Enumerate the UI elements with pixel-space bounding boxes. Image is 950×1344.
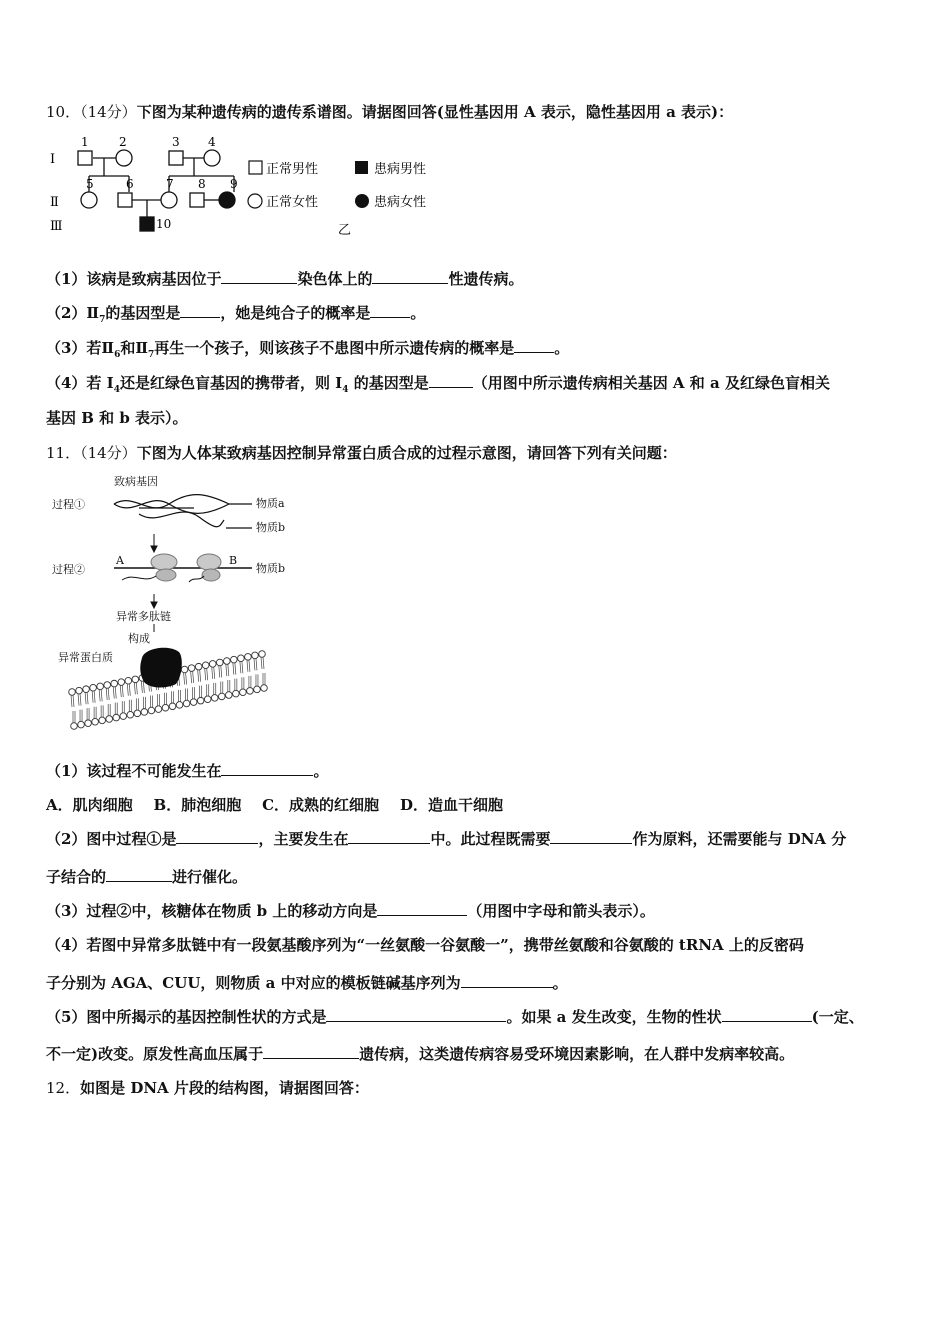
phospholipid <box>226 692 233 699</box>
answer-blank[interactable] <box>106 867 172 882</box>
phospholipid <box>125 677 132 684</box>
label-substance-b-top: 物质b <box>256 521 286 534</box>
label-process1: 过程① <box>52 498 85 511</box>
label-gene: 致病基因 <box>114 475 158 488</box>
phospholipid <box>94 707 96 719</box>
q11-part2: （2）图中过程①是 ，主要发生在 中。此过程既需要 作为原料，还需要能与 DNA 分 <box>46 830 847 848</box>
phospholipid <box>191 671 194 683</box>
phospholipid <box>228 680 230 692</box>
phospholipid <box>231 656 238 663</box>
individual-8-male-normal <box>190 193 204 207</box>
phospholipid <box>263 673 265 685</box>
legend-affected-male: 患病男性 <box>374 162 427 177</box>
answer-blank[interactable] <box>372 269 448 284</box>
phospholipid <box>143 697 145 709</box>
individual-2-female-normal <box>116 150 132 166</box>
phospholipid <box>209 661 216 668</box>
phospholipid <box>233 663 236 675</box>
phospholipid <box>155 706 162 713</box>
individual-number: 6 <box>126 177 134 191</box>
phospholipid <box>85 720 92 727</box>
label-process2: 过程② <box>52 563 85 576</box>
phospholipid <box>254 686 261 693</box>
individual-3-male-normal <box>169 151 183 165</box>
phospholipid <box>218 693 225 700</box>
phospholipid <box>122 701 124 713</box>
answer-blank[interactable] <box>722 1007 812 1022</box>
option-d[interactable]: D．造血干细胞 <box>399 796 503 814</box>
phospholipid <box>157 694 159 706</box>
answer-blank[interactable] <box>370 303 410 318</box>
answer-blank[interactable] <box>221 269 297 284</box>
individual-number: 1 <box>81 135 89 149</box>
individual-number: 10 <box>156 217 172 231</box>
phospholipid <box>108 704 110 716</box>
phospholipid <box>69 689 76 696</box>
answer-blank[interactable] <box>263 1044 359 1059</box>
phospholipid <box>85 692 88 704</box>
individual-7-female-normal <box>161 192 177 208</box>
phospholipid <box>71 695 74 707</box>
phospholipid <box>78 721 85 728</box>
phospholipid <box>200 686 202 698</box>
phospholipid <box>183 700 190 707</box>
pedigree-legend <box>248 161 426 238</box>
label-protein: 异常蛋白质 <box>58 651 113 664</box>
phospholipid <box>106 716 113 723</box>
phospholipid <box>134 682 137 694</box>
phospholipid <box>113 714 120 721</box>
phospholipid <box>127 684 130 696</box>
phospholipid <box>90 684 97 691</box>
phospholipid <box>198 670 201 682</box>
phospholipid <box>219 665 222 677</box>
q12-header <box>46 1077 369 1099</box>
phospholipid <box>78 694 81 706</box>
generation-label: Ⅲ <box>50 219 63 234</box>
phospholipid <box>202 662 209 669</box>
phospholipid <box>92 718 99 725</box>
phospholipid <box>186 688 188 700</box>
phospholipid <box>259 651 266 658</box>
phospholipid <box>245 654 252 661</box>
individual-5-female-normal <box>81 192 97 208</box>
phospholipid <box>129 700 131 712</box>
pedigree-chart <box>44 130 464 242</box>
figure-caption: 乙 <box>338 223 352 238</box>
option-b[interactable]: B．肺泡细胞 <box>153 796 242 814</box>
phospholipid <box>80 710 82 722</box>
phospholipid <box>106 688 109 700</box>
answer-blank[interactable] <box>514 338 554 353</box>
individual-number: 5 <box>86 177 94 191</box>
q10-part2: $(2)Ⅱ_7$的基因型是 ，她是纯合子的概率是 。 <box>46 304 426 325</box>
phospholipid <box>141 709 148 716</box>
phospholipid <box>235 679 237 691</box>
generation-labels <box>50 152 63 234</box>
q11-options <box>46 794 503 816</box>
phospholipid <box>99 717 106 724</box>
q10-header-text: 下图为某种遗传病的遗传系谱图。请据图回答(显性基因用 A 表示，隐性基因用 a 表示)： <box>136 103 734 121</box>
phospholipid <box>252 652 259 659</box>
answer-blank[interactable] <box>429 373 473 388</box>
phospholipid <box>134 710 141 717</box>
phospholipid <box>224 658 231 665</box>
phospholipid <box>221 681 223 693</box>
individual-numbers <box>81 135 238 231</box>
individual-9-female-affected <box>219 192 235 208</box>
label-constitutes: 构成 <box>128 632 150 645</box>
q11-header-text: 下图为人体某致病基因控制异常蛋白质合成的过程示意图，请回答下列有关问题： <box>136 444 677 462</box>
phospholipid <box>115 703 117 715</box>
label-point-a: A <box>116 554 124 567</box>
phospholipid <box>207 684 209 696</box>
phospholipid <box>148 707 155 714</box>
phospholipid <box>169 703 176 710</box>
phospholipid <box>136 698 138 710</box>
option-c[interactable]: C．成熟的红细胞 <box>262 796 380 814</box>
label-point-b: B <box>229 554 238 567</box>
phospholipid <box>92 691 95 703</box>
phospholipid <box>247 660 250 672</box>
answer-blank[interactable] <box>348 829 430 844</box>
q10-number: 10．（14分） <box>46 103 137 121</box>
phospholipid <box>73 711 75 723</box>
q12-number: 12． <box>46 1079 81 1097</box>
phospholipid <box>242 677 244 689</box>
phospholipid <box>211 695 218 702</box>
gene-expression-diagram <box>44 472 304 737</box>
phospholipid <box>71 723 78 730</box>
dna-helix <box>114 495 252 528</box>
label-polypeptide: 异常多肽链 <box>116 610 171 623</box>
phospholipid <box>162 704 169 711</box>
q11-part3: （3）过程②中，核糖体在物质 b 上的移动方向是 （用图中字母和箭头表示）。 <box>46 902 655 920</box>
answer-blank[interactable] <box>461 973 553 988</box>
generation-label: Ⅱ <box>50 195 59 210</box>
phospholipid <box>99 689 102 701</box>
phospholipid <box>190 699 197 706</box>
legend-normal-male: 正常男性 <box>266 162 319 177</box>
generation-label: Ⅰ <box>50 152 56 167</box>
ribosome-2 <box>197 554 221 581</box>
phospholipid <box>238 655 245 662</box>
phospholipid <box>132 676 139 683</box>
individual-number: 8 <box>198 177 206 191</box>
phospholipid <box>120 713 127 720</box>
q12-text: 如图是 DNA 片段的结构图，请据图回答： <box>80 1079 369 1097</box>
legend-affected-female-icon <box>355 194 369 208</box>
phospholipid <box>150 696 152 708</box>
q11-part1: （1）该过程不可能发生在 。 <box>46 762 329 780</box>
phospholipid <box>179 690 181 702</box>
q10-part4: （4）若 $I_4$还是红绿色盲基因的携带者，则 $I_4$ 的基因型是 （用图中所示遗传病相关基因 A 和 a 及红绿色盲相关 <box>46 374 830 395</box>
answer-blank[interactable] <box>326 1007 506 1022</box>
individual-4-female-normal <box>204 150 220 166</box>
q11-part5: （5）图中所揭示的基因控制性状的方式是 。如果 a 发生改变，生物的性状 (一定、 <box>46 1008 864 1026</box>
phospholipid <box>256 674 258 686</box>
legend-affected-female: 患病女性 <box>374 195 427 210</box>
q11-header <box>46 442 677 464</box>
polypeptide-chain-1 <box>122 576 156 580</box>
phospholipid <box>240 661 243 673</box>
polypeptide-chain-2 <box>189 576 204 582</box>
phospholipid <box>197 697 204 704</box>
phospholipid <box>120 685 123 697</box>
phospholipid <box>233 690 240 697</box>
phospholipid <box>118 679 125 686</box>
individual-number: 3 <box>172 135 180 149</box>
individual-1-male-normal <box>78 151 92 165</box>
q10-part3: （3）若$Ⅱ_6$和$Ⅱ_7$再生一个孩子，则该孩子不患图中所示遗传病的概率是 。 <box>46 339 570 360</box>
q10-part4-cont: 基因 B 和 b 表示）。 <box>46 409 188 427</box>
phospholipid <box>212 667 215 679</box>
phospholipid <box>172 691 174 703</box>
phospholipid <box>127 711 134 718</box>
phospholipid <box>87 708 89 720</box>
phospholipid <box>261 657 264 669</box>
phospholipid <box>226 664 229 676</box>
phospholipid <box>104 682 111 689</box>
answer-blank[interactable] <box>176 829 258 844</box>
answer-blank[interactable] <box>180 303 220 318</box>
individual-10-male-affected <box>140 217 154 231</box>
phospholipid <box>83 686 90 693</box>
individual-number: 9 <box>230 177 238 191</box>
q11-part2-cont: 子结合的 进行催化。 <box>46 868 248 886</box>
phospholipid <box>240 689 247 696</box>
individual-number: 7 <box>166 177 174 191</box>
legend-normal-female-icon <box>248 194 262 208</box>
abnormal-protein <box>140 648 182 688</box>
phospholipid <box>113 687 116 699</box>
phospholipid <box>249 676 251 688</box>
phospholipid <box>181 666 188 673</box>
individual-number: 4 <box>208 135 216 149</box>
phospholipid <box>247 688 254 695</box>
legend-affected-male-icon <box>355 161 368 174</box>
phospholipid <box>97 683 104 690</box>
q10-part1: （1）该病是致病基因位于 染色体上的 性遗传病。 <box>46 270 524 288</box>
q11-part4: （4）若图中异常多肽链中有一段氨基酸序列为“一丝氨酸一谷氨酸一”，携带丝氨酸和谷氨酸的 tRNA 上的反密码 <box>46 936 804 954</box>
phospholipid <box>214 683 216 695</box>
phospholipid <box>261 685 268 692</box>
q11-part4-cont: 子分别为 AGA、CUU，则物质 a 中对应的模板链碱基序列为 。 <box>46 974 568 992</box>
q11-number: 11．（14分） <box>46 444 137 462</box>
phospholipid <box>254 658 257 670</box>
phospholipid <box>193 687 195 699</box>
legend-normal-female: 正常女性 <box>266 195 319 210</box>
answer-blank[interactable] <box>550 829 632 844</box>
phospholipid <box>101 705 103 717</box>
phospholipid <box>195 663 202 670</box>
legend-normal-male-icon <box>249 161 262 174</box>
q11-part5-cont: 不一定)改变。原发性高血压属于 遗传病，这类遗传病容易受环境因素影响，在人群中发病率较高。 <box>46 1045 795 1063</box>
individual-number: 2 <box>119 135 127 149</box>
phospholipid <box>184 672 187 684</box>
phospholipid <box>204 696 211 703</box>
answer-blank[interactable] <box>221 761 313 776</box>
phospholipid <box>176 702 183 709</box>
label-substance-b-mrna: 物质b <box>256 562 286 575</box>
label-substance-a: 物质a <box>256 497 285 510</box>
phospholipid <box>141 681 144 693</box>
phospholipid <box>205 668 208 680</box>
q10-header <box>46 101 733 123</box>
phospholipid <box>188 665 195 672</box>
phospholipid <box>76 687 83 694</box>
phospholipid <box>164 693 166 705</box>
option-a[interactable]: A．肌肉细胞 <box>46 796 133 814</box>
individual-6-male-normal <box>118 193 132 207</box>
phospholipid <box>111 680 118 687</box>
phospholipid <box>216 659 223 666</box>
answer-blank[interactable] <box>377 901 467 916</box>
